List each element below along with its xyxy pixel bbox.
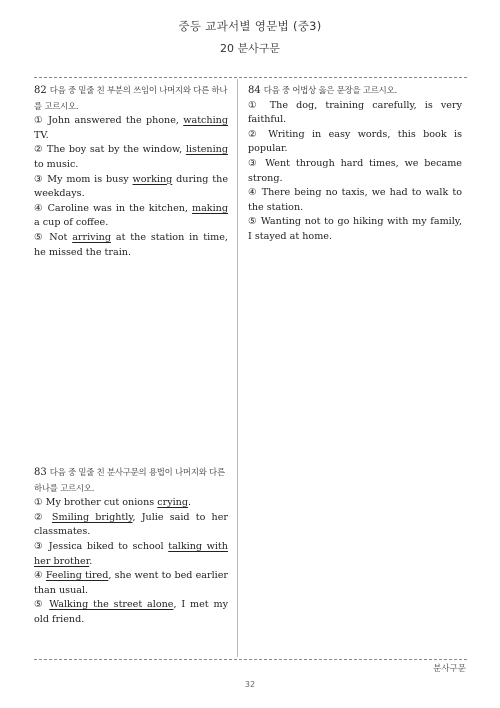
underlined-phrase: listening xyxy=(185,144,228,156)
page-number: 32 xyxy=(244,680,256,689)
answer-option-3[interactable]: ③ Jessica biked to school talking with her brother. xyxy=(34,540,228,567)
underlined-phrase: Feeling tired xyxy=(45,570,109,582)
underlined-phrase: Smiling brightly xyxy=(51,511,133,523)
answer-option-5[interactable]: ⑤ Wanting not to go hiking with my family, I stayed at home. xyxy=(248,216,462,242)
document-title: 중등 교과서별 영문법 (중3) xyxy=(178,19,322,33)
underlined-phrase: talking with her brother xyxy=(34,540,228,567)
answer-option-5[interactable]: ⑤ Not arriving at the station in time, he missed the train. xyxy=(34,231,228,258)
answer-option-4[interactable]: ④ There being no taxis, we had to walk to the station. xyxy=(248,187,462,213)
question-number: 84 xyxy=(248,85,261,96)
underlined-phrase: Walking the street alone xyxy=(49,599,174,611)
answer-option-4[interactable]: ④ Caroline was in the kitchen, making a cup of coffee. xyxy=(34,202,228,229)
answer-option-1[interactable]: ① My brother cut onions crying. xyxy=(34,497,192,509)
question-prompt: 다음 중 밑줄 친 분사구문의 용법이 나머지와 다른 하나를 고르시오. xyxy=(34,467,225,493)
chapter-title: 20 분사구문 xyxy=(220,42,280,55)
question-number: 82 xyxy=(34,85,47,96)
answer-option-3[interactable]: ③ My mom is busy working during the weekdays. xyxy=(34,173,228,200)
column-divider xyxy=(237,79,238,657)
footer-section-label: 분사구문 xyxy=(433,664,466,674)
underlined-phrase: crying xyxy=(157,497,189,509)
question-prompt: 다음 중 어법상 옳은 문장을 고르시오. xyxy=(263,85,397,95)
question-84 xyxy=(248,83,462,245)
top-dashed-rule xyxy=(34,77,467,78)
answer-option-1[interactable]: ① John answered the phone, watching TV. xyxy=(34,115,228,141)
answer-option-2[interactable]: ② Writing in easy words, this book is popular. xyxy=(248,128,462,155)
bottom-dashed-rule xyxy=(34,659,467,660)
question-number: 83 xyxy=(34,467,47,478)
underlined-phrase: watching xyxy=(183,115,228,127)
underlined-phrase: working xyxy=(132,173,173,185)
question-prompt: 다음 중 밑줄 친 부분의 쓰임이 나머지와 다른 하나를 고르시오. xyxy=(34,85,228,111)
answer-option-1[interactable]: ① The dog, training carefully, is very faithful. xyxy=(248,99,462,126)
answer-option-2[interactable]: ② The boy sat by the window, listening to music. xyxy=(34,144,228,170)
page-header xyxy=(0,18,500,56)
answer-option-2[interactable]: ② Smiling brightly, Julie said to her classmates. xyxy=(34,511,228,538)
question-83 xyxy=(34,465,228,628)
question-82 xyxy=(34,83,228,260)
answer-option-3[interactable]: ③ Went through hard times, we became strong. xyxy=(248,157,462,184)
answer-option-4[interactable]: ④ Feeling tired, she went to bed earlier than usual. xyxy=(34,570,228,596)
underlined-phrase: making xyxy=(191,202,228,214)
answer-option-5[interactable]: ⑤ Walking the street alone, I met my old friend. xyxy=(34,599,228,625)
underlined-phrase: arriving xyxy=(72,231,111,243)
